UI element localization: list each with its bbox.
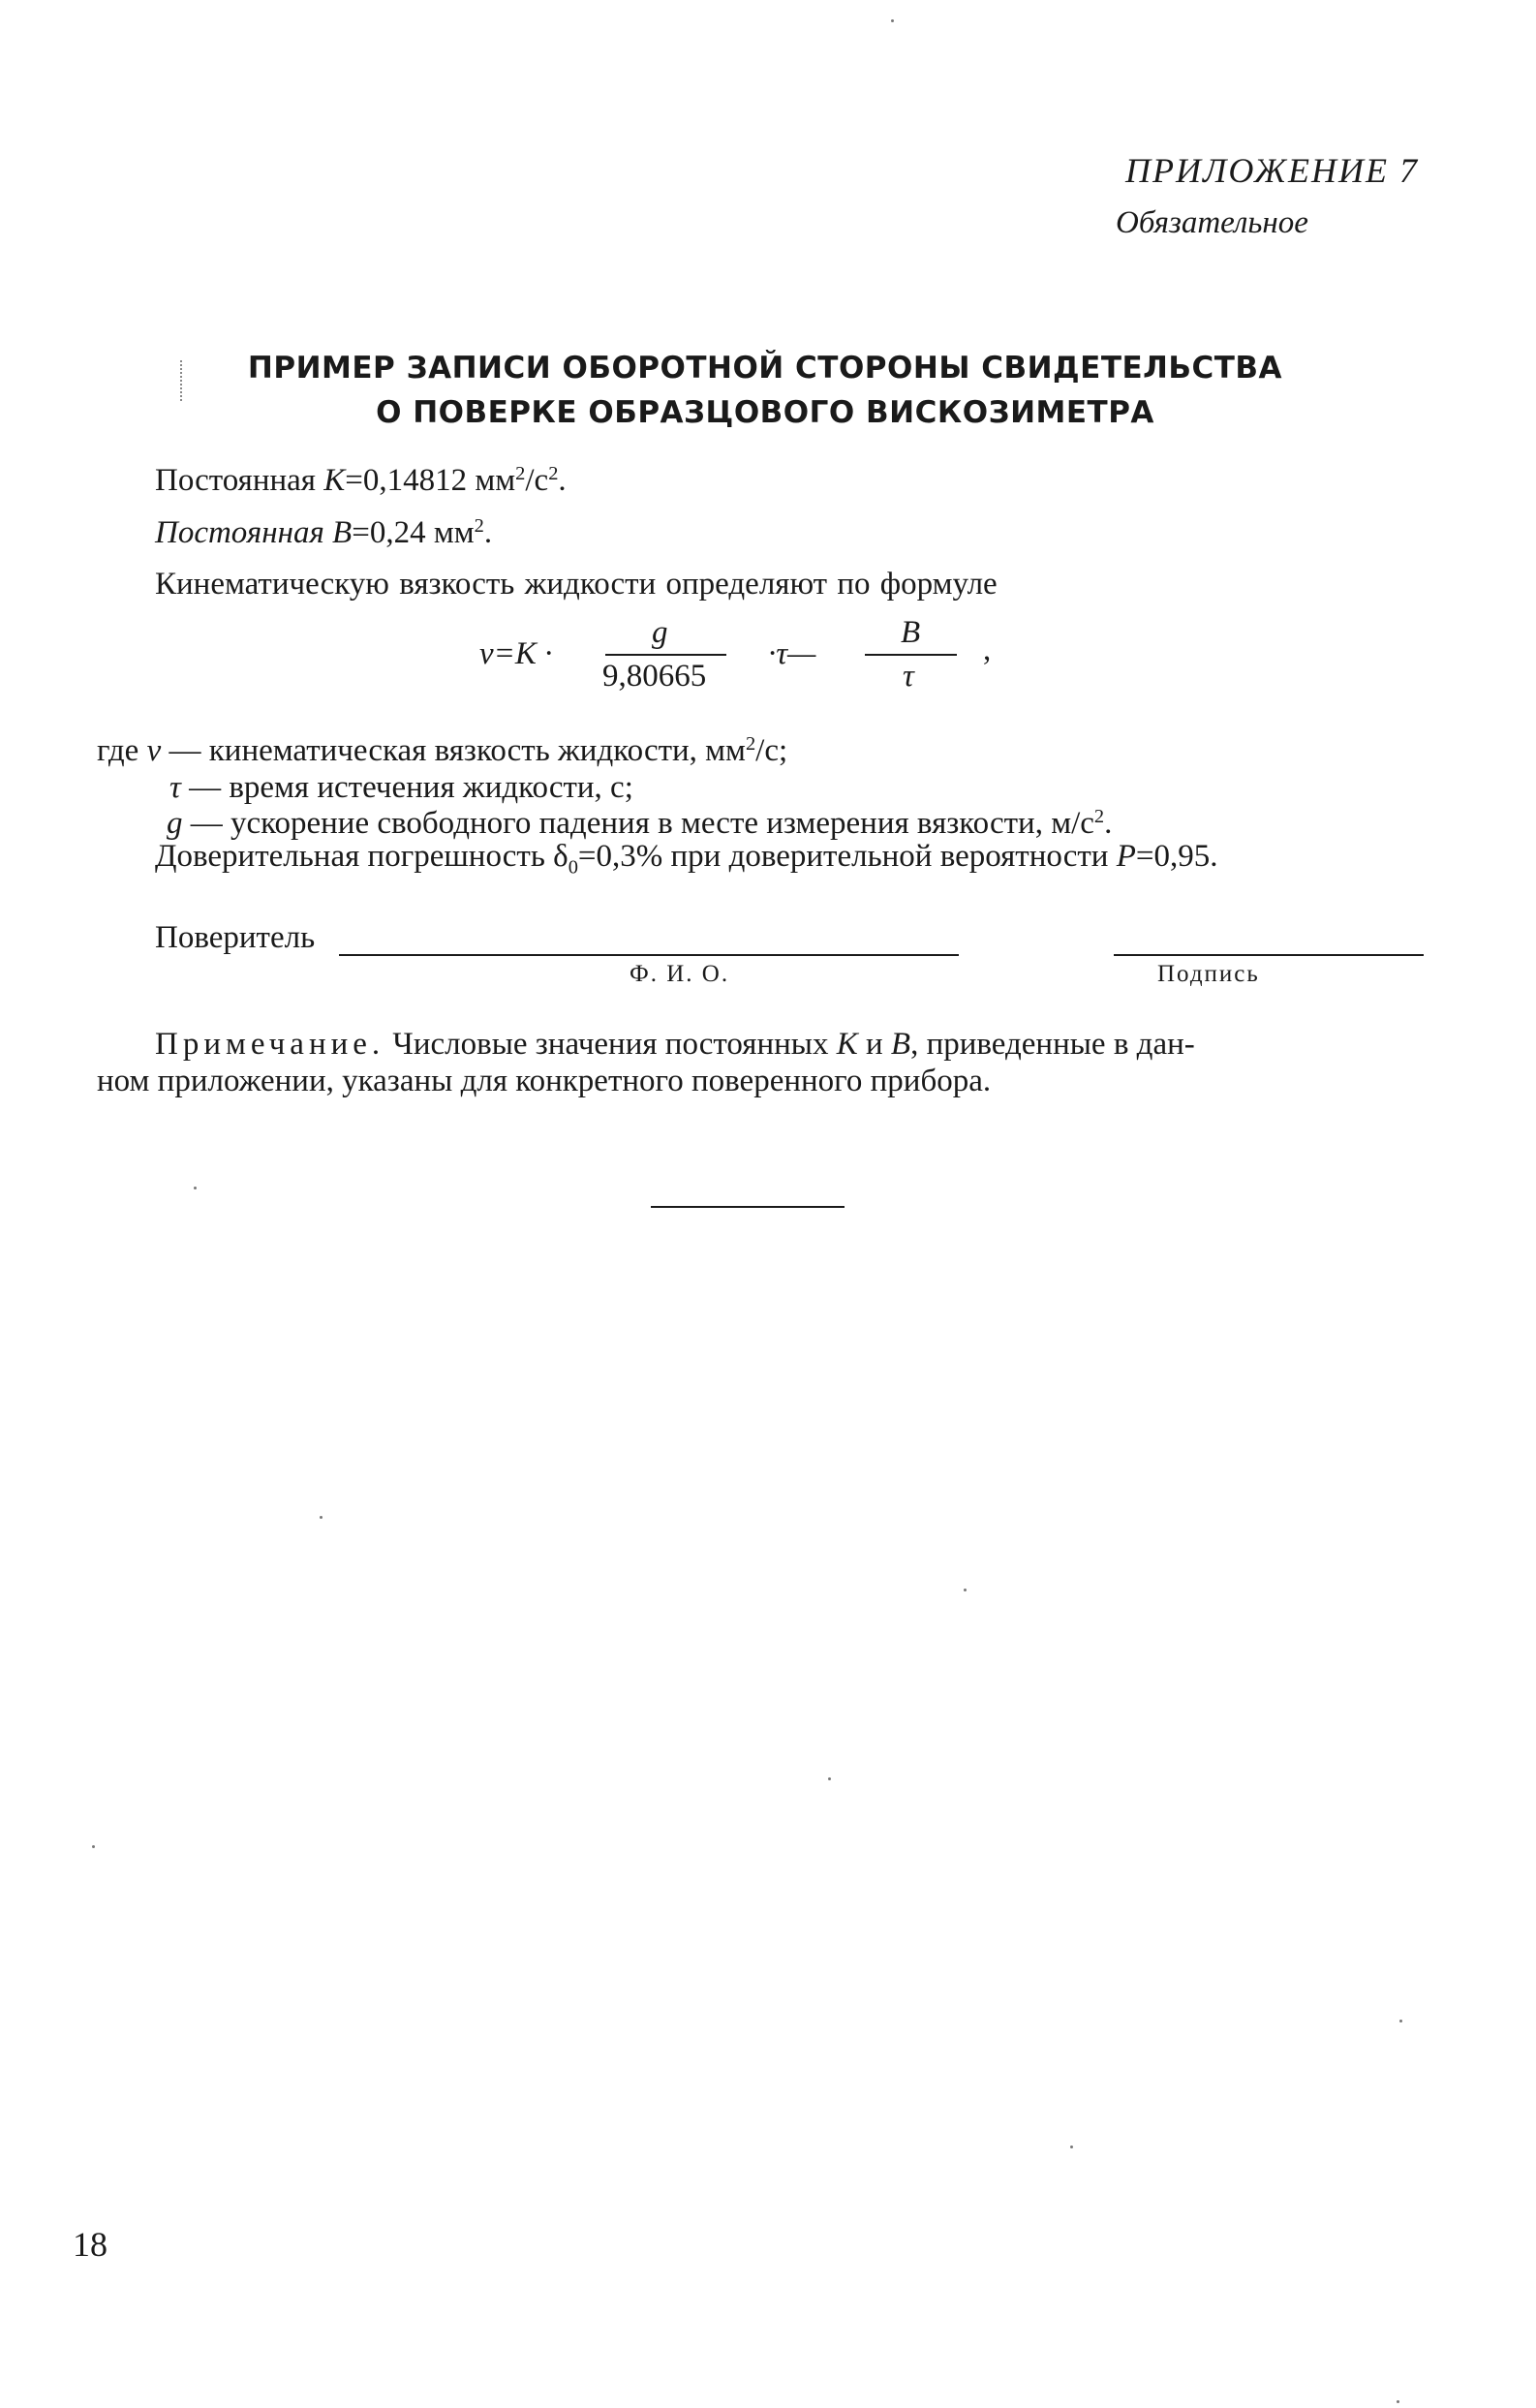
constant-k-end: . — [558, 463, 567, 498]
definition-exp: 2 — [745, 732, 756, 755]
confidence-p: P — [1116, 839, 1136, 874]
constant-k-unit: /с — [525, 463, 549, 498]
formula-denominator: 9,80665 — [602, 659, 707, 694]
signature-label: Поверитель — [155, 920, 316, 955]
definition-tail: . — [1104, 806, 1113, 841]
note-b: B — [890, 1027, 911, 1062]
signature-caption: Подпись — [1157, 961, 1260, 987]
confidence-end: =0,95. — [1135, 839, 1218, 874]
scan-speck — [92, 1845, 95, 1848]
constant-b-value: =0,24 мм — [352, 515, 475, 550]
constant-b-exp: 2 — [474, 514, 484, 537]
scan-speck — [194, 1187, 197, 1189]
definition-exp: 2 — [1093, 805, 1105, 827]
definition-text: — время истечения жидкости, с; — [180, 770, 633, 805]
constant-k-label: Постоянная — [155, 463, 316, 498]
fraction-line-1 — [605, 654, 726, 656]
confidence-mid: =0,3% при доверительной вероятности — [577, 839, 1117, 874]
confidence-text: Доверительная погрешность δ — [155, 839, 568, 874]
scan-speck — [320, 1516, 323, 1519]
definition-tail: /с; — [755, 733, 788, 768]
heading-line-2: О ПОВЕРКЕ ОБРАЗЦОВОГО ВИСКОЗИМЕТРА — [376, 395, 1154, 430]
scan-speck — [891, 19, 894, 22]
note-line-2: ном приложении, указаны для конкретного поверенного прибора. — [97, 1064, 992, 1098]
constant-k-value: =0,14812 мм — [345, 463, 516, 498]
formula-b: B — [901, 615, 921, 650]
note-k: K — [836, 1027, 858, 1062]
definition-g — [167, 806, 1112, 842]
scan-speck — [1397, 2400, 1399, 2403]
fio-caption: Ф. И. О. — [630, 961, 730, 987]
constant-k — [155, 463, 567, 499]
signature-line — [1114, 954, 1424, 956]
end-rule — [651, 1206, 845, 1208]
definition-symbol: τ — [169, 770, 181, 805]
formula-g: g — [652, 615, 668, 650]
definition-text: — ускорение свободного падения в месте измерения вязкости, м/с — [182, 806, 1094, 841]
definition-symbol: g — [167, 806, 183, 841]
page-number: 18 — [73, 2225, 108, 2264]
constant-b-symbol: B — [332, 515, 353, 550]
formula-lhs: ν=K · — [479, 636, 553, 671]
scan-speck — [828, 1777, 831, 1780]
constant-b-label: Постоянная — [155, 515, 324, 550]
note-text-a: Числовые значения постоянных — [384, 1027, 837, 1062]
definition-prefix: где — [97, 733, 147, 768]
note-line-1 — [155, 1027, 1195, 1063]
constant-b-end: . — [483, 515, 493, 550]
confidence-sub: 0 — [568, 856, 578, 879]
formula-comma: , — [983, 633, 992, 667]
definition-text: — кинематическая вязкость жидкости, мм — [161, 733, 746, 768]
constant-k-exp: 2 — [515, 462, 526, 484]
fraction-line-2 — [865, 654, 957, 656]
confidence-statement — [155, 839, 1217, 880]
scan-speck — [964, 1589, 967, 1591]
note-label: Примечание. — [155, 1027, 385, 1062]
viscosity-formula — [479, 615, 1022, 722]
annex-status: Обязательное — [1116, 205, 1308, 240]
definition-tau — [169, 770, 633, 806]
definition-symbol: ν — [146, 733, 162, 768]
definition-nu — [97, 733, 787, 769]
annex-title: ПРИЛОЖЕНИЕ 7 — [1125, 151, 1419, 190]
formula-tau: τ — [903, 659, 914, 694]
formula-intro: Кинематическую вязкость жидкости определяют по формуле — [155, 567, 998, 602]
formula-middle: ·τ— — [768, 636, 816, 671]
constant-b — [155, 515, 492, 551]
note-text-b: , приведенные в дан- — [910, 1027, 1195, 1062]
scan-speck — [1399, 2020, 1402, 2022]
constant-k-exp2: 2 — [548, 462, 559, 484]
note-and: и — [857, 1027, 891, 1062]
scan-speck — [1070, 2146, 1073, 2148]
heading-line-1: ПРИМЕР ЗАПИСИ ОБОРОТНОЙ СТОРОНЫ СВИДЕТЕЛЬСТВА — [247, 351, 1283, 386]
constant-k-symbol: K — [323, 463, 346, 498]
fio-line — [339, 954, 959, 956]
